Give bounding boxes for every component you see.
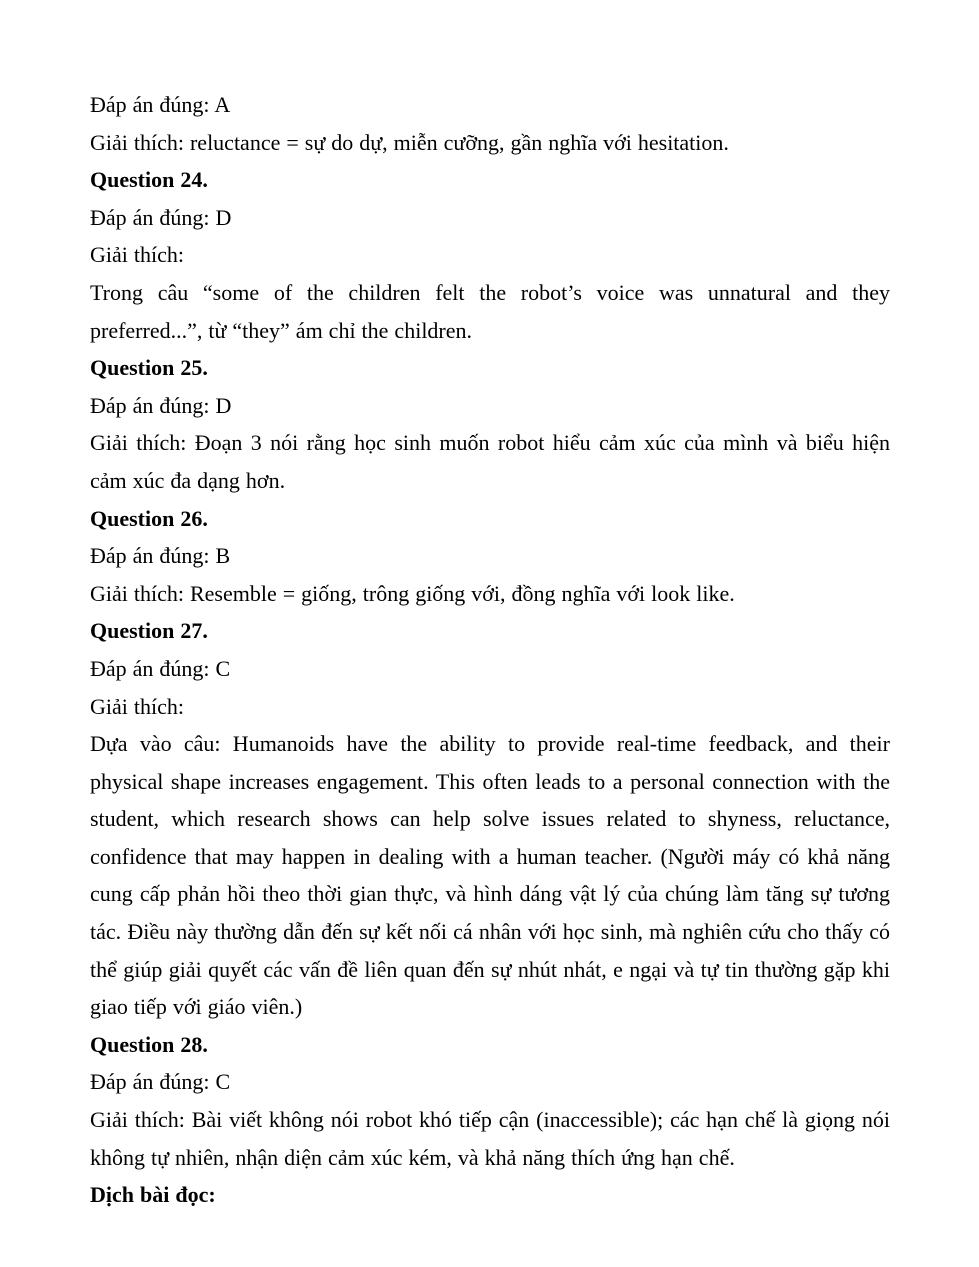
question-heading: Dịch bài đọc: [90,1182,216,1208]
explanation-paragraph: Giải thích: Đoạn 3 nói rằng học sinh muốn robot hiểu cảm xúc của mình và biểu hiện cảm xúc đa dạng hơn. [90,430,890,493]
explanation-paragraph: Giải thích: Bài viết không nói robot khó tiếp cận (inaccessible); các hạn chế là giọng nói không tự nhiên, nhận diện cảm xúc kém, và khả năng thích ứng hạn chế. [90,1107,890,1170]
explanation-paragraph: Giải thích: [90,242,184,268]
question-heading: Question 26. [90,505,208,531]
explanation-paragraph: Đáp án đúng: D [90,204,232,230]
document-body [90,86,890,1214]
explanation-paragraph: Giải thích: reluctance = sự do dự, miễn cưỡng, gần nghĩa với hesitation. [90,129,729,155]
question-heading: Question 28. [90,1031,208,1057]
explanation-paragraph: Giải thích: Resemble = giống, trông giống với, đồng nghĩa với look like. [90,580,735,606]
explanation-paragraph: Giải thích: [90,693,184,719]
explanation-paragraph: Đáp án đúng: B [90,543,231,569]
explanation-paragraph: Đáp án đúng: C [90,655,231,681]
question-heading: Question 27. [90,618,208,644]
explanation-paragraph: Đáp án đúng: D [90,392,232,418]
question-heading: Question 24. [90,167,208,193]
explanation-paragraph: Trong câu “some of the children felt the robot’s voice was unnatural and they preferred...”, từ “they” ám chỉ the children. [90,279,890,343]
question-heading: Question 25. [90,355,208,381]
explanation-paragraph: Đáp án đúng: A [90,92,231,117]
explanation-paragraph: Dựa vào câu: Humanoids have the ability to provide real-time feedback, and their physical shape increases engagement. This often leads to a personal connection with the student, which research shows can help solve issues related to shyness, reluctance, confidence that may happen in dealing with a human teacher. (Người máy có khả năng cung cấp phản hồi theo thời gian thực, và hình dáng vật lý của chúng làm tăng sự tương tác. Điều này thường dẫn đến sự kết nối cá nhân với học sinh, mà nghiên cứu cho thấy có thể giúp giải quyết các vấn đề liên quan đến sự nhút nhát, e ngại và tự tin thường gặp khi giao tiếp với giáo viên.) [90,731,890,1020]
explanation-paragraph: Đáp án đúng: C [90,1069,231,1095]
